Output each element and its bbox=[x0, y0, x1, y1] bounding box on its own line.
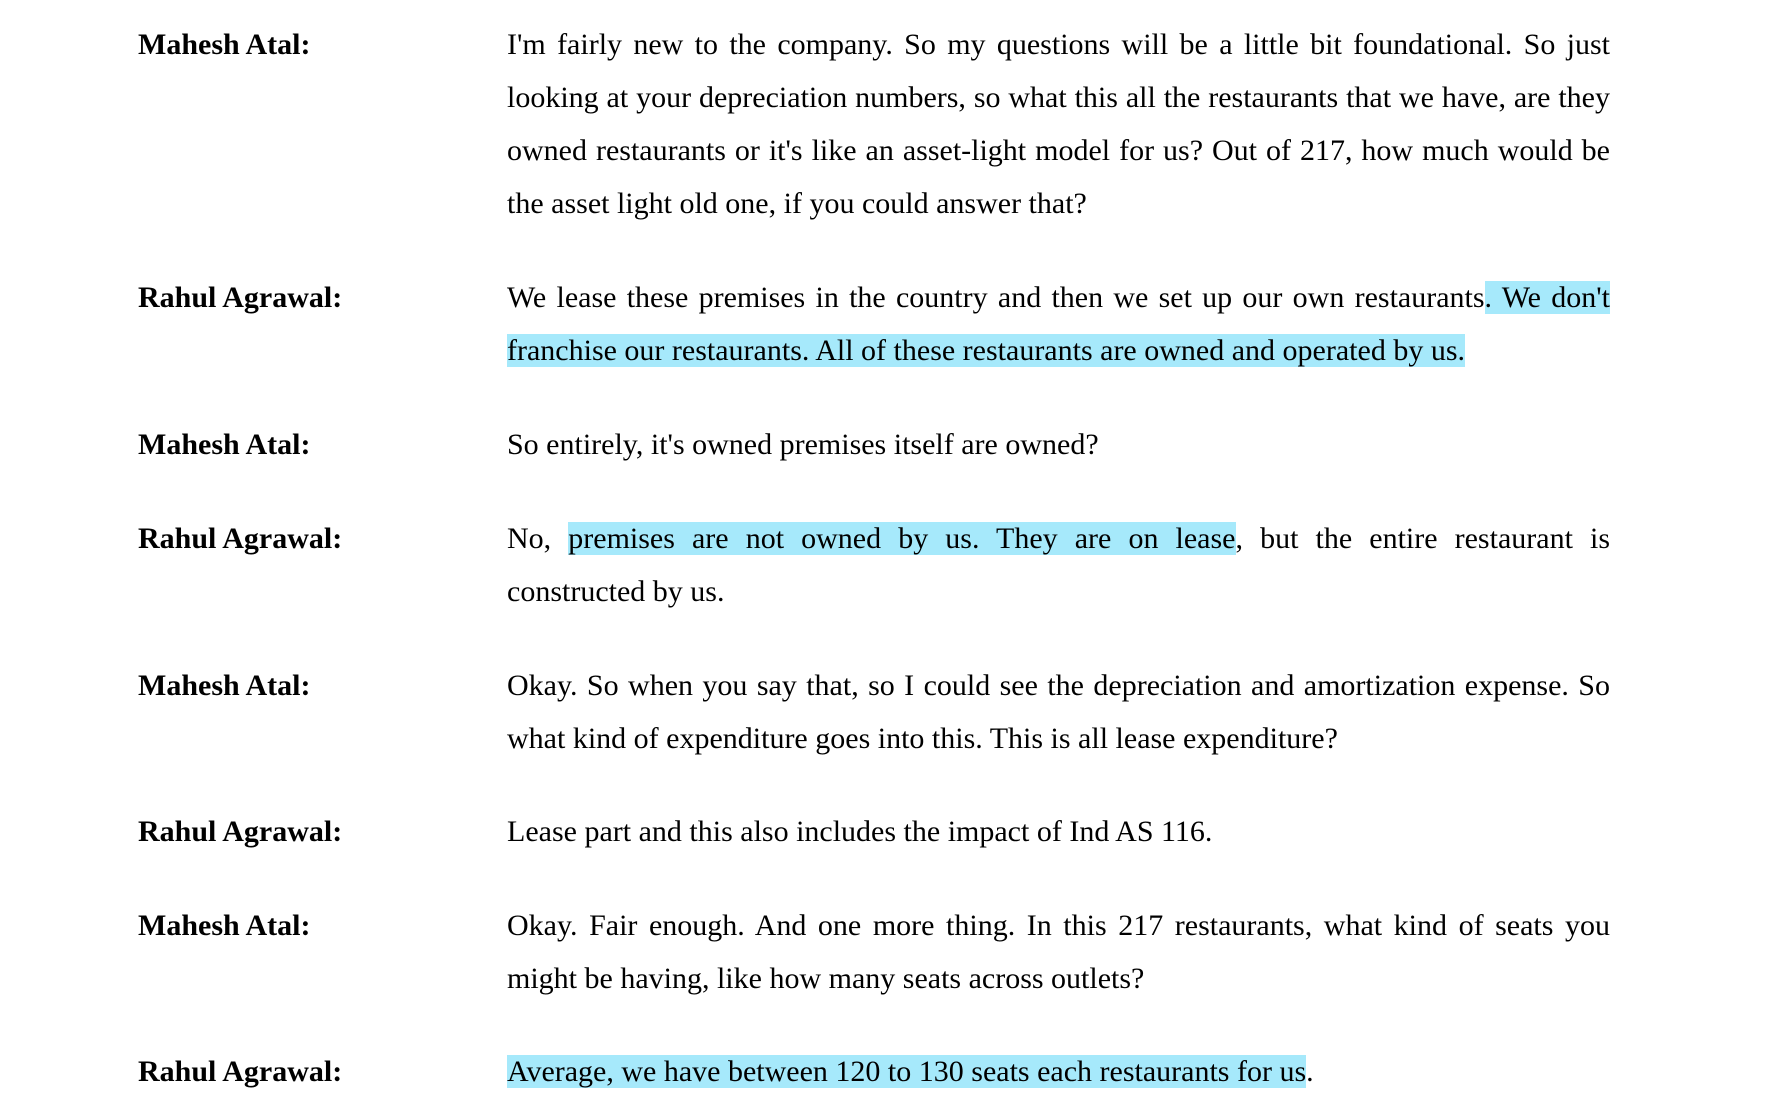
highlighted-segment: . We don't franchise our restaurants. All of these restaurants are owned and operated by us. bbox=[507, 281, 1610, 367]
speech-segment: Lease part and this also includes the impact of Ind AS 116. bbox=[507, 815, 1213, 848]
speech-segment: Okay. So when you say that, so I could see the depreciation and amortization expense. So what kind of expenditure goes into this. This is all lease expenditure? bbox=[507, 669, 1610, 755]
speech-text bbox=[507, 659, 1610, 765]
speaker-name: Rahul Agrawal: bbox=[138, 281, 343, 314]
speech-segment: , but the entire restaurant is constructed by us. bbox=[507, 522, 1611, 608]
speech-text bbox=[507, 1045, 1610, 1098]
speech-text bbox=[507, 18, 1610, 230]
speaker-name: Mahesh Atal: bbox=[138, 428, 311, 461]
speaker-name: Rahul Agrawal: bbox=[138, 1055, 343, 1088]
speech-text bbox=[507, 899, 1610, 1005]
speech-segment: . bbox=[1306, 1055, 1314, 1088]
speaker-name: Mahesh Atal: bbox=[138, 909, 311, 942]
speech-text bbox=[507, 271, 1610, 377]
speech-text bbox=[507, 805, 1610, 858]
speech-segment: No, bbox=[507, 522, 569, 555]
speaker-name: Mahesh Atal: bbox=[138, 28, 311, 61]
highlighted-segment: premises are not owned by us. They are on lease bbox=[568, 522, 1236, 555]
speech-segment: We lease these premises in the country and then we set up our own restaurants bbox=[507, 281, 1485, 314]
speaker-name: Rahul Agrawal: bbox=[138, 815, 343, 848]
speaker-name: Mahesh Atal: bbox=[138, 669, 311, 702]
speaker-name: Rahul Agrawal: bbox=[138, 522, 343, 555]
speech-segment: I'm fairly new to the company. So my questions will be a little bit foundational. So just looking at your depreciation numbers, so what this all the restaurants that we have, are they owned restaurants or it's like an asset-light model for us? Out of 217, how much would be the asset light old one, if you could answer that? bbox=[507, 28, 1610, 220]
speech-segment: So entirely, it's owned premises itself are owned? bbox=[507, 428, 1099, 461]
highlighted-segment: Average, we have between 120 to 130 seats each restaurants for us bbox=[507, 1055, 1307, 1088]
speech-segment: Okay. Fair enough. And one more thing. In this 217 restaurants, what kind of seats you might be having, like how many seats across outlets? bbox=[507, 909, 1610, 995]
speech-text bbox=[507, 512, 1610, 618]
speech-text bbox=[507, 418, 1610, 471]
